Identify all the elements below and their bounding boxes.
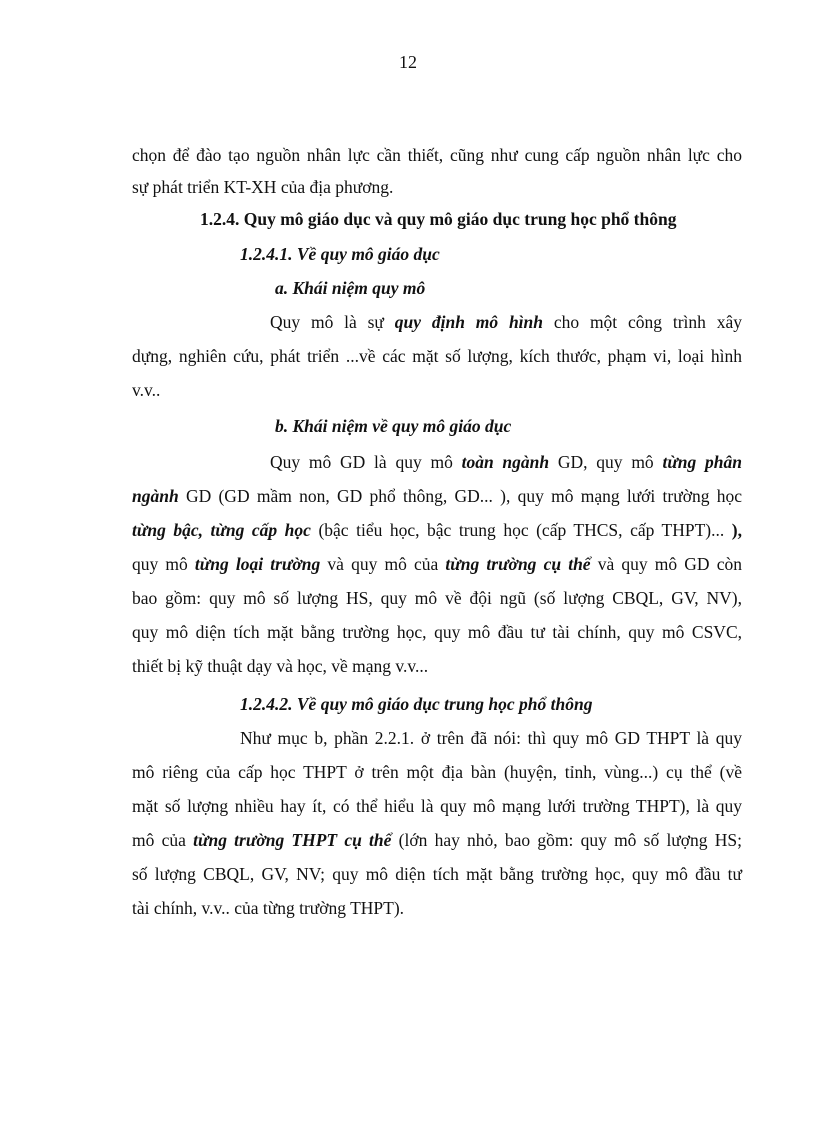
paragraph-line xyxy=(132,486,742,507)
text-span: Quy mô là sự xyxy=(270,312,395,332)
section-heading-1-2-4: 1.2.4. Quy mô giáo dục và quy mô giáo dục trung học phổ thông xyxy=(200,209,677,229)
paragraph-line xyxy=(270,452,742,473)
paragraph-line: Như mục b, phần 2.2.1. ở trên đã nói: thì quy mô GD THPT là quy xyxy=(240,728,742,748)
text-span: quy mô xyxy=(132,554,195,574)
page-number: 12 xyxy=(399,52,417,72)
emphasis-text: quy định mô hình xyxy=(394,312,544,332)
text-span: Quy mô GD là quy mô xyxy=(270,452,462,472)
paragraph-line: sự phát triển KT-XH của địa phương. xyxy=(132,177,394,197)
paragraph-line xyxy=(132,520,742,541)
emphasis-text: từng trường cụ thể xyxy=(445,554,591,574)
text-span: và quy mô của xyxy=(320,554,446,574)
heading-b: b. Khái niệm về quy mô giáo dục xyxy=(275,416,512,436)
paragraph-line xyxy=(132,830,742,851)
paragraph-line xyxy=(270,312,742,333)
paragraph-line: số lượng CBQL, GV, NV; quy mô diện tích mặt bằng trường học, quy mô đầu tư xyxy=(132,864,742,884)
paragraph-line: chọn để đào tạo nguồn nhân lực cần thiết, cũng như cung cấp nguồn nhân lực cho xyxy=(132,145,742,165)
emphasis-text: từng loại trường xyxy=(194,554,321,574)
paragraph-line: tài chính, v.v.. của từng trường THPT). xyxy=(132,898,405,918)
paragraph-line: mô riêng của cấp học THPT ở trên một địa bàn (huyện, tỉnh, vùng...) cụ thể (về xyxy=(132,762,742,782)
emphasis-text: ngành xyxy=(132,486,179,506)
paragraph-line: mặt số lượng nhiều hay ít, có thể hiểu là quy mô mạng lưới trường THPT), là quy xyxy=(132,796,742,816)
emphasis-text: từng trường THPT cụ thể xyxy=(193,830,392,850)
emphasis-text: toàn ngành xyxy=(461,452,550,472)
paragraph-line: quy mô diện tích mặt bằng trường học, quy mô đầu tư tài chính, quy mô CSVC, xyxy=(132,622,742,642)
paragraph-line xyxy=(132,554,742,575)
subsection-heading-1-2-4-1: 1.2.4.1. Về quy mô giáo dục xyxy=(240,244,440,264)
text-span: (bậc tiểu học, bậc trung học (cấp THCS, cấp THPT)... xyxy=(310,520,732,540)
heading-a: a. Khái niệm quy mô xyxy=(275,278,426,298)
paragraph-line: dựng, nghiên cứu, phát triển ...về các mặt số lượng, kích thước, phạm vi, loại hình xyxy=(132,346,742,366)
text-span: cho một công trình xây xyxy=(543,312,743,332)
text-span: GD, quy mô xyxy=(549,452,663,472)
text-span: ), xyxy=(731,520,742,540)
text-span: mô của xyxy=(132,830,194,850)
text-span: (lớn hay nhỏ, bao gồm: quy mô số lượng HS; xyxy=(391,830,743,850)
paragraph-line: thiết bị kỹ thuật dạy và học, về mạng v.v... xyxy=(132,656,429,676)
emphasis-text: từng phân xyxy=(662,452,743,472)
subsection-heading-1-2-4-2: 1.2.4.2. Về quy mô giáo dục trung học phổ thông xyxy=(240,694,593,714)
text-span: GD (GD mầm non, GD phổ thông, GD... ), quy mô mạng lưới trường học xyxy=(178,486,742,506)
emphasis-text: từng bậc, từng cấp học xyxy=(132,520,311,540)
paragraph-line: v.v.. xyxy=(132,380,161,400)
text-span: và quy mô GD còn xyxy=(590,554,742,574)
paragraph-line: bao gồm: quy mô số lượng HS, quy mô về đội ngũ (số lượng CBQL, GV, NV), xyxy=(132,588,742,608)
